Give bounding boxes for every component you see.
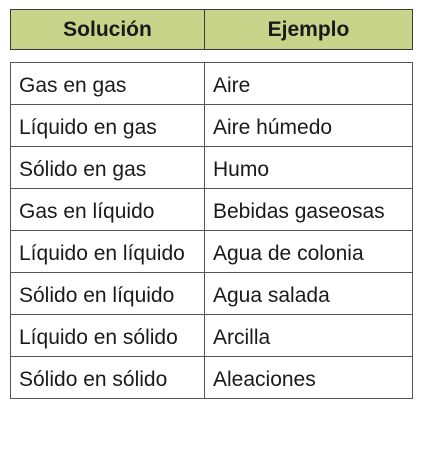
cell-ejemplo: Agua salada (205, 273, 413, 315)
cell-solucion: Gas en líquido (11, 189, 205, 231)
cell-solucion: Sólido en líquido (11, 273, 205, 315)
table-row (11, 63, 413, 105)
cell-ejemplo: Aleaciones (205, 357, 413, 399)
cell-solucion: Sólido en sólido (11, 357, 205, 399)
header-solucion: Solución (11, 10, 205, 50)
cell-solucion: Líquido en sólido (11, 315, 205, 357)
table-row (11, 231, 413, 273)
table-row (11, 315, 413, 357)
cell-ejemplo: Arcilla (205, 315, 413, 357)
header-ejemplo: Ejemplo (205, 10, 413, 50)
table-row (11, 273, 413, 315)
cell-ejemplo: Agua de colonia (205, 231, 413, 273)
cell-ejemplo: Humo (205, 147, 413, 189)
table-row (11, 105, 413, 147)
cell-solucion: Líquido en líquido (11, 231, 205, 273)
table-row (11, 189, 413, 231)
cell-solucion: Sólido en gas (11, 147, 205, 189)
cell-ejemplo: Aire (205, 63, 413, 105)
table-header (10, 9, 413, 50)
cell-solucion: Líquido en gas (11, 105, 205, 147)
table-row (11, 147, 413, 189)
cell-ejemplo: Bebidas gaseosas (205, 189, 413, 231)
table-row (11, 357, 413, 399)
solutions-table (10, 62, 413, 399)
cell-ejemplo: Aire húmedo (205, 105, 413, 147)
cell-solucion: Gas en gas (11, 63, 205, 105)
